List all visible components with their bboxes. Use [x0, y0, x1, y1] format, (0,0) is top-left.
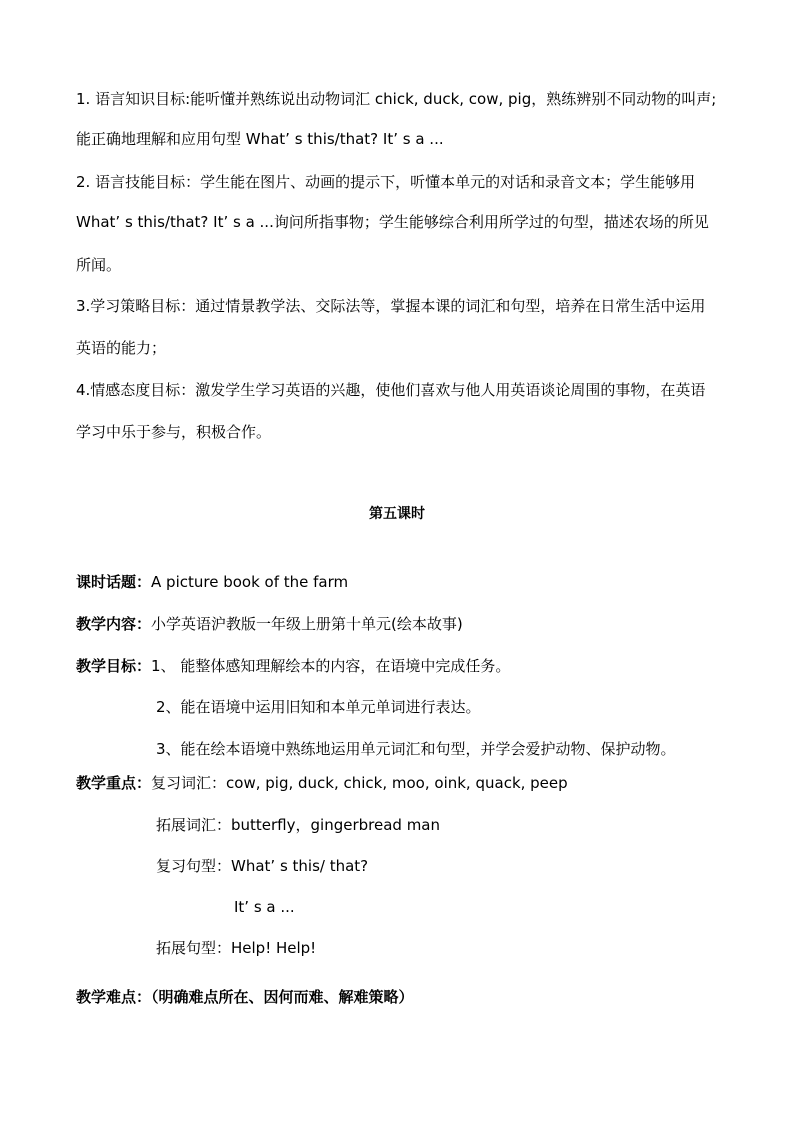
- key-points-row: [76, 773, 568, 793]
- key-sentence-extend: 拓展句型：Help! Help!: [156, 939, 317, 957]
- content-label: 教学内容：: [76, 615, 152, 633]
- objective-4-line-2: 学习中乐于参与，积极合作。: [76, 423, 272, 441]
- topic-label: 课时话题：: [76, 573, 152, 591]
- difficult-points: 教学难点：（明确难点所在、因何而难、解难策略）: [76, 988, 414, 1006]
- topic-row: [76, 572, 348, 592]
- lesson-title: 第五课时: [369, 506, 425, 522]
- goal-2: 2、能在语境中运用旧知和本单元单词进行表达。: [156, 698, 481, 716]
- objective-1-line-1: 1. 语言知识目标:能听懂并熟练说出动物词汇 chick, duck, cow, pig，熟练辨别不同动物的叫声;: [76, 90, 717, 108]
- key-points-label: 教学重点：: [76, 774, 152, 792]
- objective-4-line-1: 4.情感态度目标：激发学生学习英语的兴趣，使他们喜欢与他人用英语谈论周围的事物，在英语: [76, 381, 706, 399]
- objective-2-line-2: What’ s this/that? It’ s a ...询问所指事物；学生能够综合利用所学过的句型，描述农场的所见: [76, 213, 709, 231]
- objective-3-line-1: 3.学习策略目标：通过情景教学法、交际法等，掌握本课的词汇和句型，培养在日常生活中运用: [76, 297, 706, 315]
- key-sentence-review: 复习句型：What’ s this/ that?: [156, 857, 369, 875]
- goals-label: 教学目标：: [76, 657, 152, 675]
- objective-1-line-2: 能正确地理解和应用句型 What’ s this/that? It’ s a ...: [76, 130, 444, 148]
- key-sentence-review-2: It’ s a ...: [234, 898, 295, 916]
- objective-2-line-3: 所闻。: [76, 256, 122, 274]
- objective-2-line-1: 2. 语言技能目标：学生能在图片、动画的提示下，听懂本单元的对话和录音文本；学生能够用: [76, 173, 696, 191]
- goal-3: 3、能在绘本语境中熟练地运用单元词汇和句型，并学会爱护动物、保护动物。: [156, 740, 676, 758]
- goal-1: 1、 能整体感知理解绘本的内容，在语境中完成任务。: [151, 657, 511, 675]
- goals-row: [76, 656, 510, 676]
- key-vocab-extend: 拓展词汇：butterfly，gingerbread man: [156, 816, 441, 834]
- key-vocab-review-value: cow, pig, duck, chick, moo, oink, quack, peep: [226, 774, 568, 792]
- content-row: [76, 614, 463, 634]
- topic-value: A picture book of the farm: [151, 573, 349, 591]
- key-vocab-review-label: 复习词汇：: [151, 774, 227, 792]
- content-value: 小学英语沪教版一年级上册第十单元(绘本故事): [151, 615, 463, 633]
- objective-3-line-2: 英语的能力；: [76, 339, 167, 357]
